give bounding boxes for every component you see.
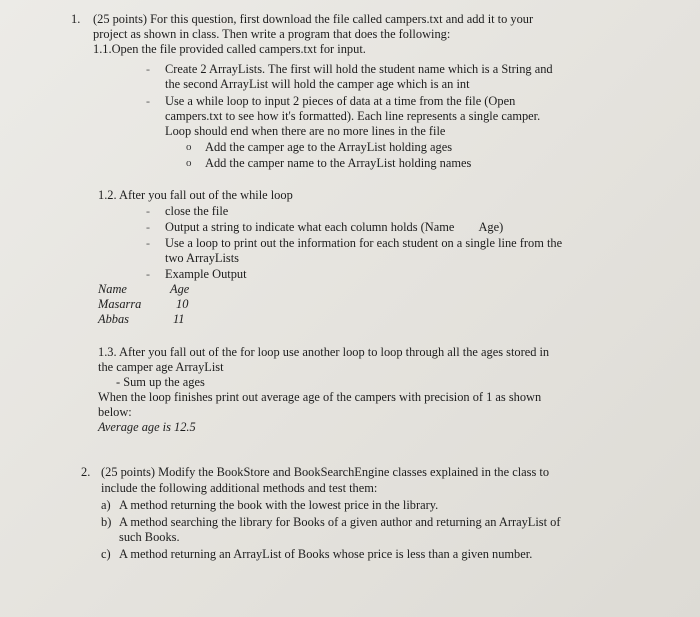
circle-bullet-icon: o <box>186 157 192 169</box>
example-header-name: Name <box>98 282 127 296</box>
step-1-1-bullet-2-line-3: Loop should end when there are no more lines in the file <box>165 124 446 138</box>
step-1-1-title: 1.1.Open the file provided called campers.txt for input. <box>93 42 366 56</box>
example-header-age: Age <box>170 282 190 296</box>
step-1-2-bullet-2: Output a string to indicate what each column holds (Name Age) <box>165 220 504 234</box>
step-1-1-bullet-1-line-2: the second ArrayList will hold the camper age which is an int <box>165 77 470 91</box>
example-row-1-age: 10 <box>176 297 189 311</box>
sub-bullet-1: Add the camper age to the ArrayList holding ages <box>205 140 453 154</box>
bullet-marker: - <box>146 267 150 281</box>
step-1-2-bullet-1: close the file <box>165 204 229 218</box>
example-row-2-name: Abbas <box>98 312 129 326</box>
q2-item-b-line-1: A method searching the library for Books of a given author and returning an ArrayList of <box>119 515 561 529</box>
q1-number: 1. <box>71 12 81 26</box>
step-1-2-bullet-3-line-2: two ArrayLists <box>165 251 239 265</box>
bullet-marker: - <box>146 94 150 108</box>
bullet-marker: - <box>146 236 150 250</box>
q2-number: 2. <box>81 465 91 479</box>
q2-item-c-label: c) <box>101 547 111 561</box>
q2-item-b-label: b) <box>101 515 112 529</box>
bullet-marker: - <box>146 204 150 218</box>
sub-bullet-2: Add the camper name to the ArrayList holding names <box>205 156 472 170</box>
q2-item-a-label: a) <box>101 498 111 512</box>
bullet-marker: - <box>146 220 150 234</box>
q2-item-b-line-2: such Books. <box>119 530 180 544</box>
example-row-2-age: 11 <box>173 312 185 326</box>
q2-item-c-line-1: A method returning an ArrayList of Books whose price is less than a given number. <box>119 547 533 561</box>
example-row-1-name: Masarra <box>98 297 142 311</box>
q2-header-line-1: (25 points) Modify the BookStore and BookSearchEngine classes explained in the class to <box>101 465 550 479</box>
step-1-3-line-1: 1.3. After you fall out of the for loop use another loop to loop through all the ages stored in <box>98 345 550 359</box>
q2-header-line-2: include the following additional methods and test them: <box>101 481 378 495</box>
q1-header-line-2: project as shown in class. Then write a program that does the following: <box>93 27 451 41</box>
step-1-1-bullet-2-line-2: campers.txt to see how it's formatted). Each line represents a single camper. <box>165 109 541 123</box>
step-1-2-bullet-4: Example Output <box>165 267 247 281</box>
step-1-3-line-2: the camper age ArrayList <box>98 360 224 374</box>
step-1-1-bullet-2-line-1: Use a while loop to input 2 pieces of data at a time from the file (Open <box>165 94 516 108</box>
q1-header-line-1: (25 points) For this question, first download the file called campers.txt and add it to your <box>93 12 534 26</box>
average-age-example: Average age is 12.5 <box>98 420 196 434</box>
step-1-2-bullet-3-line-1: Use a loop to print out the information for each student on a single line from the <box>165 236 563 250</box>
step-1-2-title: 1.2. After you fall out of the while loop <box>98 188 293 202</box>
q2-item-a-line-1: A method returning the book with the lowest price in the library. <box>119 498 439 512</box>
step-1-3-line-3: - Sum up the ages <box>116 375 205 389</box>
circle-bullet-icon: o <box>186 141 192 153</box>
bullet-marker: - <box>146 62 150 76</box>
step-1-3-line-4: When the loop finishes print out average age of the campers with precision of 1 as shown <box>98 390 542 404</box>
step-1-1-bullet-1-line-1: Create 2 ArrayLists. The first will hold the student name which is a String and <box>165 62 553 76</box>
step-1-3-line-5: below: <box>98 405 132 419</box>
